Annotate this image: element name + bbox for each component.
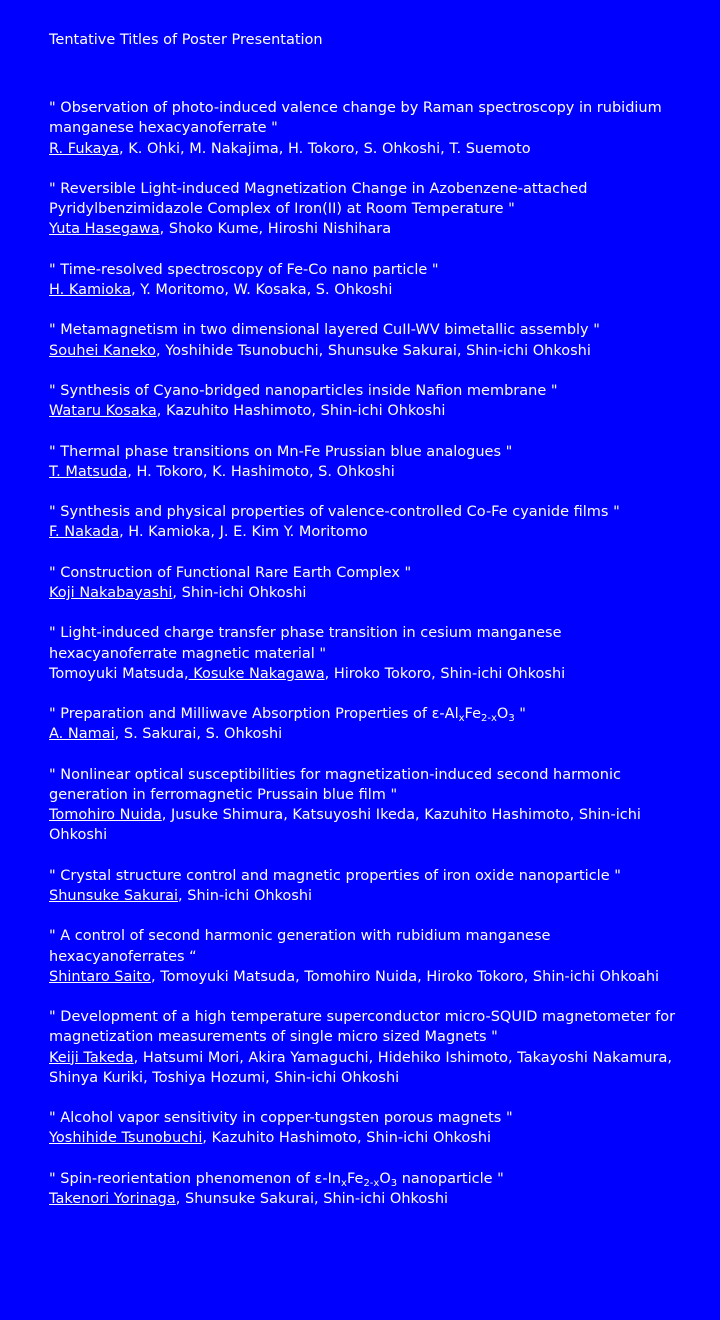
list-item: [49, 623, 689, 684]
list-item: [49, 502, 689, 542]
list-item: [49, 1108, 689, 1148]
co-authors: , Shunsuke Sakurai, Shin-ichi Ohkoshi: [175, 1190, 449, 1207]
poster-title: " Synthesis of Cyano-bridged nanoparticles inside Nafion membrane ": [49, 382, 558, 399]
poster-title: " Observation of photo-induced valence change by Raman spectroscopy in rubidium manganese hexacyanoferrate ": [49, 100, 662, 137]
poster-authors: [49, 401, 689, 421]
presenter-name: Shintaro Saito: [49, 968, 151, 985]
subscript: 3: [508, 713, 515, 725]
list-item: [49, 260, 689, 300]
list-item: [49, 563, 689, 603]
presenter-name: F. Nakada: [49, 524, 120, 541]
presenter-name: Yoshihide Tsunobuchi: [49, 1130, 203, 1147]
poster-authors: [49, 219, 689, 239]
presenter-name: Souhei Kaneko: [49, 342, 157, 359]
title-text: O: [379, 1170, 391, 1187]
poster-authors: [49, 886, 689, 906]
poster-authors: [49, 583, 689, 603]
poster-title: " Nonlinear optical susceptibilities for magnetization-induced second harmonic generation in ferromagnetic Prussain blue film ": [49, 766, 621, 803]
poster-title: " Crystal structure control and magnetic properties of iron oxide nanoparticle ": [49, 867, 621, 884]
presenter-name: Yuta Hasegawa: [49, 221, 160, 238]
co-authors: , Shin-ichi Ohkoshi: [178, 887, 313, 904]
list-item: [49, 179, 689, 240]
presenter-name: Tomohiro Nuida: [49, 807, 162, 824]
presenter-name: H. Kamioka: [49, 282, 132, 298]
presenter-name: Takenori Yorinaga: [49, 1190, 176, 1207]
title-text: " Spin-reorientation phenomenon of ε-In: [49, 1170, 342, 1187]
list-item: [49, 320, 689, 360]
first-author: Tomoyuki Matsuda,: [49, 665, 189, 682]
title-text: " Preparation and Milliwave Absorption Properties of ε-Al: [49, 706, 459, 723]
poster-title: " Metamagnetism in two dimensional layered CuII-WV bimetallic assembly ": [49, 322, 600, 339]
co-authors: , Hiroko Tokoro, Shin-ichi Ohkoshi: [324, 665, 566, 682]
poster-authors: [49, 967, 689, 987]
poster-title: " Light-induced charge transfer phase transition in cesium manganese hexacyanoferrate magnetic material ": [49, 625, 562, 662]
presenter-name: T. Matsuda: [49, 463, 128, 480]
subscript: x: [458, 713, 465, 725]
co-authors: , Jusuke Shimura, Katsuyoshi Ikeda, Kazuhito Hashimoto, Shin-ichi Ohkoshi: [49, 807, 641, 844]
presenter-name: Koji Nakabayashi: [49, 584, 173, 601]
list-item: [49, 98, 689, 159]
poster-authors: [49, 664, 689, 684]
poster-authors: [49, 139, 689, 159]
poster-title: " Reversible Light-induced Magnetization Change in Azobenzene-attached Pyridylbenzimidazole Complex of Iron(II) at Room Temperature ": [49, 181, 588, 218]
presenter-name: Keiji Takeda: [49, 1049, 134, 1066]
co-authors: , H. Tokoro, K. Hashimoto, S. Ohkoshi: [127, 463, 395, 480]
poster-title: [49, 704, 689, 724]
title-text: Fe: [346, 1170, 364, 1187]
co-authors: , Shin-ichi Ohkoshi: [172, 584, 307, 601]
list-item: [49, 866, 689, 906]
title-text: O: [496, 706, 509, 723]
list-item: [49, 442, 689, 482]
list-item: [49, 1007, 689, 1088]
presenter-name: A. Namai: [49, 726, 115, 743]
page-heading: Tentative Titles of Poster Presentation: [49, 32, 323, 48]
co-authors: , S. Sakurai, S. Ohkoshi: [114, 726, 283, 743]
subscript: 3: [390, 1177, 398, 1189]
poster-authors: [49, 522, 689, 542]
poster-title: [49, 1169, 689, 1189]
poster-authors: [49, 462, 689, 482]
title-text: ": [514, 706, 526, 723]
poster-authors: [49, 280, 689, 300]
poster-title: " Alcohol vapor sensitivity in copper-tungsten porous magnets ": [49, 1110, 513, 1127]
poster-title: " Construction of Functional Rare Earth Complex ": [49, 564, 412, 581]
poster-authors: [49, 805, 689, 845]
co-authors: , Tomoyuki Matsuda, Tomohiro Nuida, Hiroko Tokoro, Shin-ichi Ohkoahi: [150, 968, 660, 985]
poster-authors: [49, 341, 689, 361]
subscript: x: [341, 1177, 347, 1189]
list-item: [49, 926, 689, 987]
list-item: [49, 381, 689, 421]
presenter-name: Shunsuke Sakurai: [49, 887, 179, 904]
presenter-name: R. Fukaya: [49, 140, 120, 157]
poster-authors: [49, 1128, 689, 1148]
poster-title: " Thermal phase transitions on Mn-Fe Prussian blue analogues ": [49, 443, 513, 460]
presenter-name: Kosuke Nakagawa: [188, 665, 325, 682]
subscript: 2-x: [363, 1177, 380, 1189]
co-authors: , Y. Moritomo, W. Kosaka, S. Ohkoshi: [131, 282, 393, 298]
poster-title: " Development of a high temperature superconductor micro-SQUID magnetometer for magnetization measurements of single micro sized Magnets ": [49, 1009, 676, 1046]
co-authors: , Shoko Kume, Hiroshi Nishihara: [159, 221, 392, 238]
poster-title: " A control of second harmonic generation with rubidium manganese hexacyanoferrates “: [49, 928, 551, 965]
title-text: nanoparticle ": [397, 1170, 504, 1187]
poster-title: " Time-resolved spectroscopy of Fe-Co nano particle ": [49, 261, 439, 278]
co-authors: , Kazuhito Hashimoto, Shin-ichi Ohkoshi: [202, 1130, 492, 1147]
co-authors: , Yoshihide Tsunobuchi, Shunsuke Sakurai, Shin-ichi Ohkoshi: [156, 342, 591, 359]
subscript: 2-x: [481, 713, 497, 725]
title-text: Fe: [464, 706, 482, 723]
poster-authors: [49, 1048, 689, 1088]
poster-authors: [49, 724, 689, 744]
co-authors: , H. Kamioka, J. E. Kim Y. Moritomo: [119, 524, 368, 541]
poster-authors: [49, 1189, 689, 1209]
poster-title: " Synthesis and physical properties of valence-controlled Co-Fe cyanide films ": [49, 504, 620, 521]
presenter-name: Wataru Kosaka: [49, 403, 157, 420]
list-item: [49, 765, 689, 846]
list-item: [49, 704, 689, 744]
co-authors: , K. Ohki, M. Nakajima, H. Tokoro, S. Ohkoshi, T. Suemoto: [119, 140, 531, 157]
co-authors: , Kazuhito Hashimoto, Shin-ichi Ohkoshi: [156, 403, 446, 420]
co-authors: , Hatsumi Mori, Akira Yamaguchi, Hidehiko Ishimoto, Takayoshi Nakamura, Shinya Kuriki, Toshiya Hozumi, Shin-ichi Ohkoshi: [49, 1049, 672, 1086]
list-item: [49, 1169, 689, 1209]
